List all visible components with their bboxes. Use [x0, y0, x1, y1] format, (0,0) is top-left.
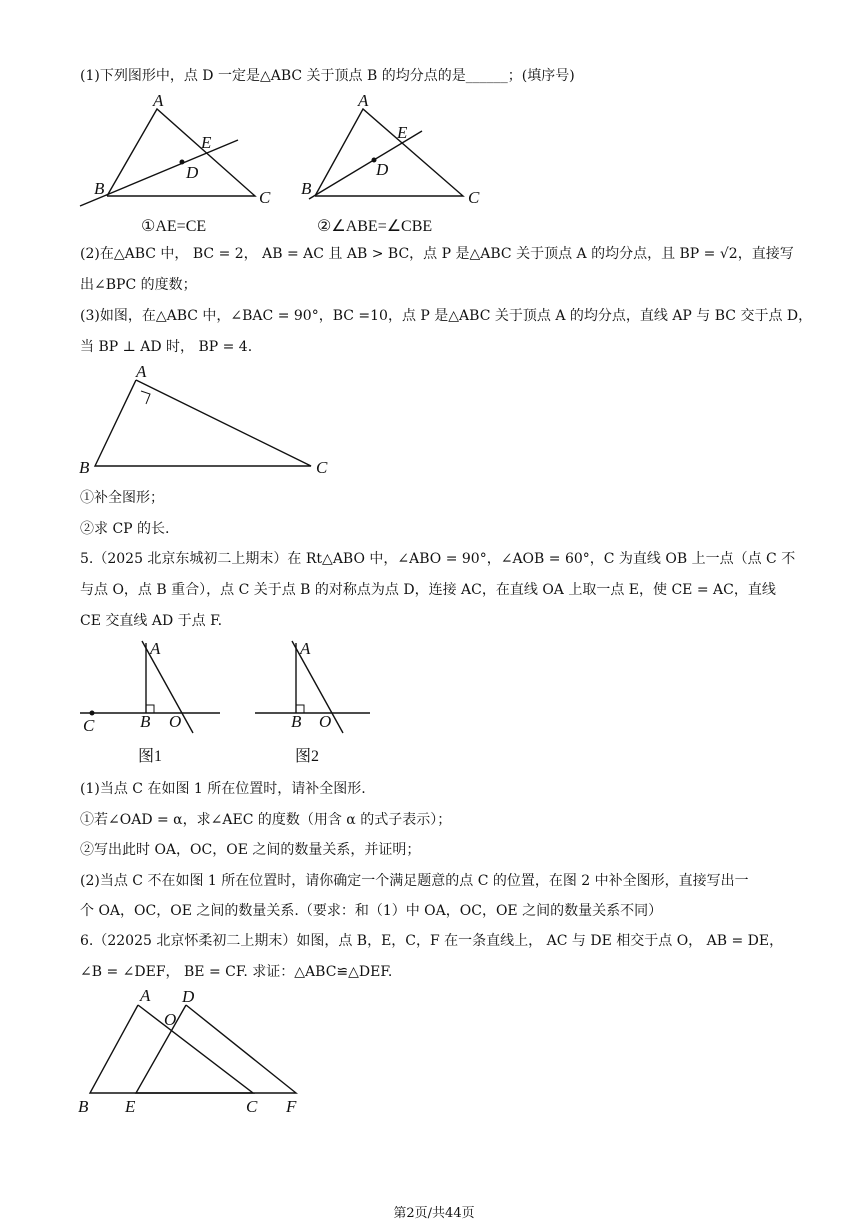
subtask-2: ②求 CP 的长.: [80, 521, 170, 537]
figure-caption: 图2: [295, 748, 320, 765]
label-e: E: [201, 133, 212, 152]
label-c: C: [468, 188, 480, 207]
figure-6-congruent-triangles: [70, 985, 320, 1120]
question-5-subtask-2: ②写出此时 OA，OC，OE 之间的数量关系，并证明；: [80, 842, 421, 858]
label-b: B: [301, 179, 312, 198]
label-d: D: [376, 160, 389, 179]
label-a: A: [136, 362, 147, 381]
label-b: B: [94, 179, 105, 198]
question-6-line-2: ∠B = ∠DEF， BE = CF. 求证：△ABC≌△DEF.: [80, 964, 393, 980]
label-o: O: [164, 1010, 177, 1029]
figure-5-fig2: [250, 638, 380, 768]
label-f: F: [286, 1097, 297, 1116]
label-a: A: [150, 639, 161, 658]
question-6-line-1: 6.（22025 北京怀柔初二上期末）如图，点 B，E，C，F 在一条直线上， AC 与 DE 相交于点 O， AB = DE，: [80, 933, 784, 949]
figure-2-triangle: [295, 92, 495, 237]
question-5-subtask-1: ①若∠OAD = α，求∠AEC 的度数（用含 α 的式子表示）；: [80, 812, 452, 828]
question-part-1: (1)下列图形中，点 D 一定是△ABC 关于顶点 B 的均分点的是______；(填序号): [80, 68, 575, 84]
page-footer: 第2页/共44页: [393, 1206, 475, 1221]
label-b: B: [79, 458, 90, 477]
question-5-part-1: (1)当点 C 在如图 1 所在位置时，请补全图形.: [80, 781, 366, 797]
label-c: C: [83, 716, 95, 735]
question-5-line-1: 5.（2025 北京东城初二上期末）在 Rt△ABO 中，∠ABO = 90°，∠AOB = 60°，C 为直线 OB 上一点（点 C 不: [80, 551, 796, 567]
question-5-line-2: 与点 O，点 B 重合），点 C 关于点 B 的对称点为点 D，连接 AC，在直线 OA 上取一点 E，使 CE = AC，直线: [80, 582, 776, 598]
question-part-2-line-1: (2)在△ABC 中， BC = 2， AB = AC 且 AB > BC，点 P 是△ABC 关于顶点 A 的均分点，且 BP = √2，直接写: [80, 246, 794, 262]
figure-caption: ②∠ABE=∠CBE: [317, 218, 433, 235]
label-a: A: [358, 91, 369, 110]
question-part-2-line-2: 出∠BPC 的度数；: [80, 277, 197, 293]
figure-1-triangle: [75, 91, 271, 237]
label-e: E: [125, 1097, 136, 1116]
question-5-part-2-line-2: 个 OA，OC，OE 之间的数量关系.（要求：和（1）中 OA，OC，OE 之间的数量关系不同）: [80, 903, 663, 919]
label-c: C: [259, 188, 271, 207]
label-e: E: [397, 123, 408, 142]
question-part-3-line-2: 当 BP ⊥ AD 时， BP = 4.: [80, 339, 253, 355]
subtask-1: ①补全图形；: [80, 490, 164, 506]
label-b: B: [291, 712, 302, 731]
label-d: D: [182, 987, 195, 1006]
label-o: O: [169, 712, 182, 731]
label-b: B: [140, 712, 151, 731]
label-c: C: [316, 458, 328, 477]
label-c: C: [246, 1097, 258, 1116]
label-o: O: [319, 712, 332, 731]
question-5-line-3: CE 交直线 AD 于点 F.: [80, 613, 223, 629]
figure-3-right-triangle: [75, 360, 345, 485]
figure-caption: 图1: [138, 748, 163, 765]
label-d: D: [186, 163, 199, 182]
question-5-part-2-line-1: (2)当点 C 不在如图 1 所在位置时，请你确定一个满足题意的点 C 的位置，在图 2 中补全图形，直接写出一: [80, 873, 749, 889]
label-a: A: [153, 91, 164, 110]
label-a: A: [140, 986, 151, 1005]
question-part-3-line-1: (3)如图，在△ABC 中，∠BAC = 90°，BC =10，点 P 是△ABC 关于顶点 A 的均分点，直线 AP 与 BC 交于点 D，: [80, 308, 813, 324]
label-b: B: [78, 1097, 89, 1116]
figure-caption: ①AE=CE: [141, 218, 207, 235]
label-a: A: [300, 639, 311, 658]
figure-4-fig1: [75, 638, 225, 768]
